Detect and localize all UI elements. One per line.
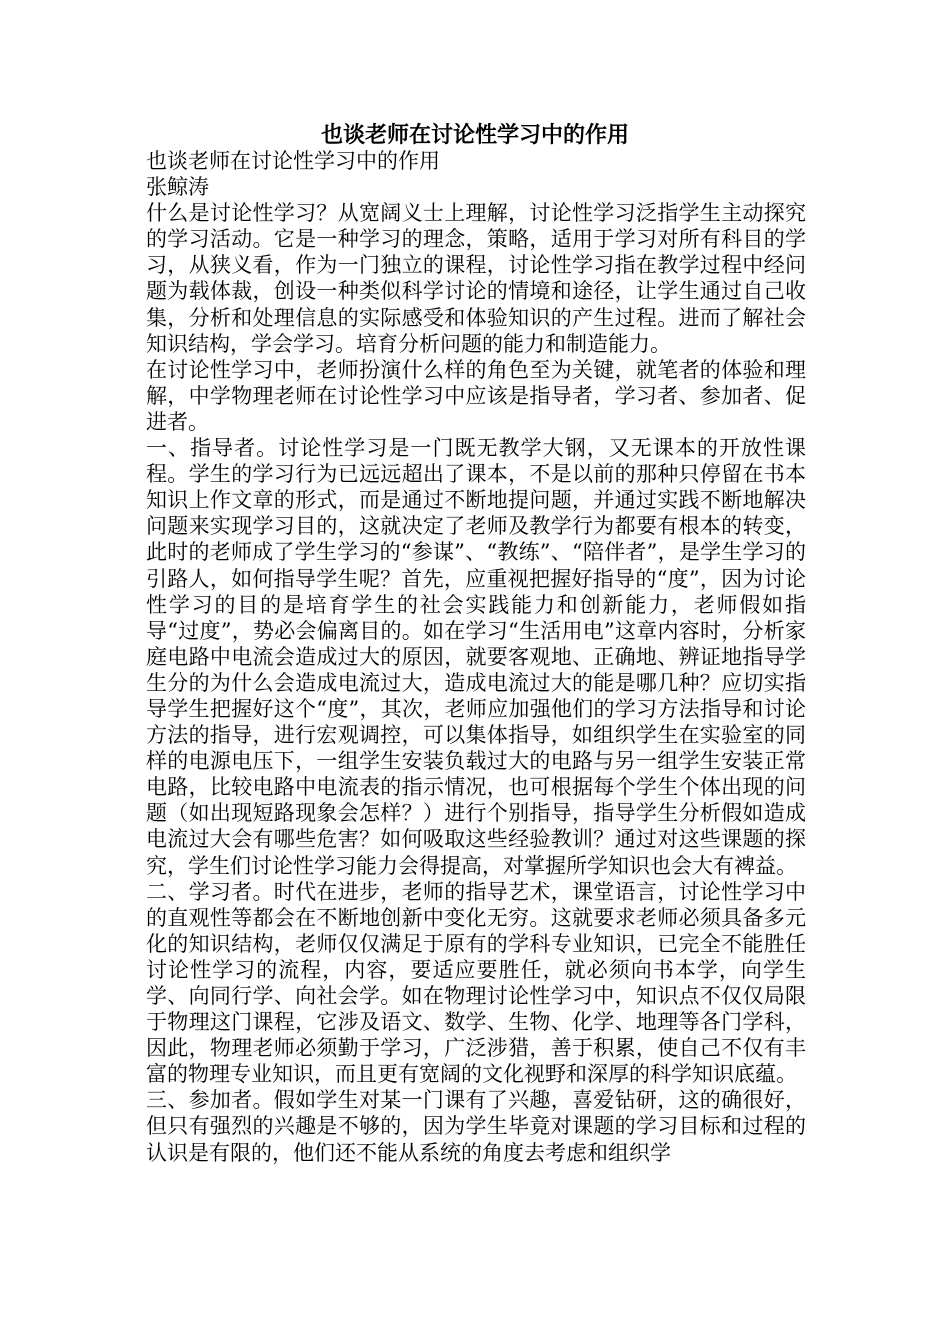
author-name: 张鲸涛 [146,175,209,200]
paragraph-guide: 一、指导者。讨论性学习是一门既无教学大钢，又无课本的开放性课程。学生的学习行为已远远超出了课本，不是以前的那种只停留在书本知识上作文章的形式，而是通过不断地提问题，并通过实践不断地解决问题来实现学习目的，这就决定了老师及教学行为都要有根本的转变，此时的老师成了学生学习的“参谋”、“教练”、“陪伴者”，是学生学习的引路人，如何指导学生呢？首先，应重视把握好指导的“度”，因为讨论性学习的目的是培育学生的社会实践能力和创新能力，老师假如指导“过度”，势必会偏离目的。如在学习“生活用电”这章内容时，分析家庭电路中电流会造成过大的原因，就要客观地、正确地、辨证地指导学生分的为什么会造成电流过大，造成电流过大的能是哪几种？应切实指导学生把握好这个“度”，其次，老师应加强他们的学习方法指导和讨论方法的指导，进行宏观调控，可以集体指导，如组织学生在实验室的同样的电源电压下，一组学生安装负载过大的电路与另一组学生安装正常电路，比较电路中电流表的指示情况，也可根据每个学生个体出现的问题（如出现短路现象会怎样？）进行个别指导，指导学生分析假如造成电流过大会有哪些危害？如何吸取这些经验教训？通过对这些课题的探究，学生们讨论性学习能力会得提高，对掌握所学知识也会大有裨益。 [146,436,806,878]
article-subtitle: 也谈老师在讨论性学习中的作用 [146,149,440,173]
paragraph-role-overview: 在讨论性学习中，老师扮演什么样的角色至为关键，就笔者的体验和理解，中学物理老师在讨论性学习中应该是指导者，学习者、参加者、促进者。 [146,357,806,434]
paragraph-intro: 什么是讨论性学习？从宽阔义士上理解，讨论性学习泛指学生主动探究的学习活动。它是一种学习的理念，策略，适用于学习对所有科目的学习，从狭义看，作为一门独立的课程，讨论性学习指在教学过程中经问题为载体裁，创设一种类似科学讨论的情境和途径，让学生通过自己收集，分析和处理信息的实际感受和体验知识的产生过程。进而了解社会知识结构，学会学习。培育分析问题的能力和制造能力。 [146,201,806,356]
paragraph-learner: 二、学习者。时代在进步，老师的指导艺术，课堂语言，讨论性学习中的直观性等都会在不断地创新中变化无穷。这就要求老师必须具备多元化的知识结构，老师仅仅满足于原有的学科专业知识，已完全不能胜任讨论性学习的流程，内容，要适应要胜任，就必须向书本学，向学生学、向同行学、向社会学。如在物理讨论性学习中，知识点不仅仅局限于物理这门课程，它涉及语文、数学、生物、化学、地理等各门学科，因此，物理老师必须勤于学习，广泛涉猎，善于积累，使自己不仅有丰富的物理专业知识，而且更有宽阔的文化视野和深厚的科学知识底蕴。 [146,879,806,1087]
document-body [146,148,806,1166]
paragraph-participant: 三、参加者。假如学生对某一门课有了兴趣，喜爱钻研，这的确很好，但只有强烈的兴趣是不够的，因为学生毕竟对课题的学习目标和过程的认识是有限的，他们还不能从系统的角度去考虑和组织学 [146,1088,806,1165]
document-title: 也谈老师在讨论性学习中的作用 [320,123,629,148]
